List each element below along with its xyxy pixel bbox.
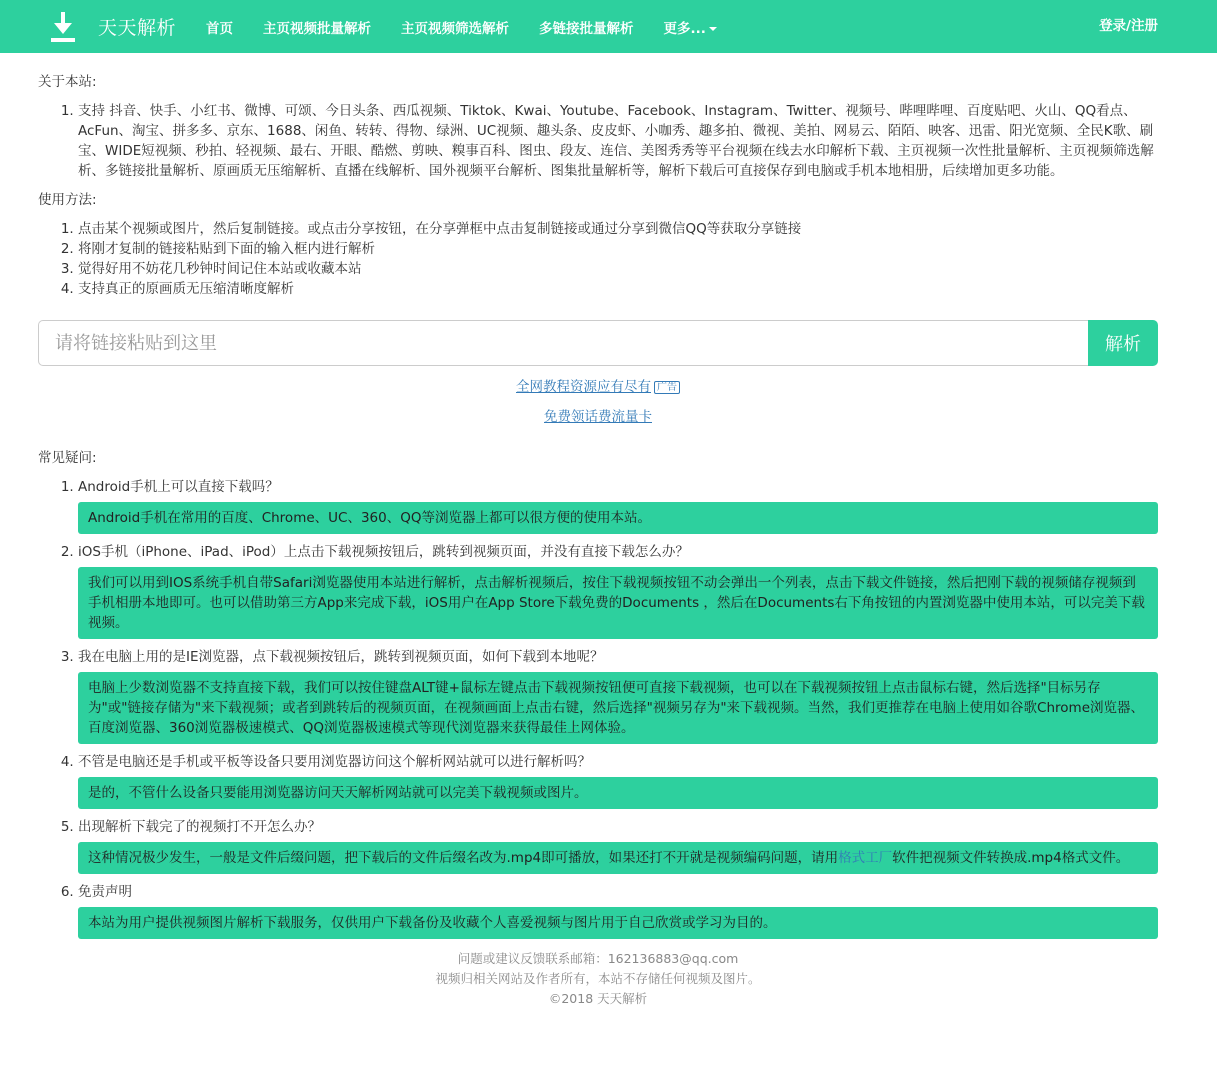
faq-answer: 本站为用户提供视频图片解析下载服务，仅供用户下载备份及收藏个人喜爱视频与图片用于自己欣赏或学习为目的。 [78,907,1158,939]
usage-item: 3. 觉得好用不妨花几秒钟时间记住本站或收藏本站 [78,259,1158,279]
nav-more-label: 更多... [663,20,706,37]
parse-button[interactable]: 解析 [1088,320,1158,366]
brand-name: 天天解析 [98,17,177,39]
faq-item [78,542,1158,639]
faq-answer-text: 这种情况极少发生，一般是文件后缀问题，把下载后的文件后缀名改为.mp4即可播放，如果还打不开就是视频编码问题，请用 [88,850,839,866]
faq-title: 常见疑问: [38,450,97,466]
download-icon [50,11,76,43]
format-factory-link[interactable]: 格式工厂 [838,850,893,866]
faq-answer: 是的，不管什么设备只要能用浏览器访问天天解析网站就可以完美下载视频或图片。 [78,777,1158,809]
faq-item [78,647,1158,744]
faq-answer-text: 软件把视频文件转换成.mp4格式文件。 [892,850,1130,866]
usage-title: 使用方法: [38,192,97,208]
usage-list [38,219,1158,299]
faq-list [38,477,1158,939]
faq-question: 1. Android手机上可以直接下载吗？ [78,479,279,495]
faq-answer: 我们可以用到IOS系统手机自带Safari浏览器使用本站进行解析，点击解析视频后，按住下载视频按钮不动会弹出一个列表，点击下载文件链接，然后把刚下载的视频储存视频到手机相册本地即可。也可以借助第三方App来完成下载，iOS用户在App Store下载免费的Documents ，然后在Documents右下角按钮的内置浏览器中使用本站，可以完美下载视频。 [78,567,1158,639]
nav-item-multilink-batch[interactable]: 多链接批量解析 [539,20,634,37]
search-bar [38,320,1158,366]
faq-question: 6. 免责声明 [78,884,132,900]
usage-item: 2. 将刚才复制的链接粘贴到下面的输入框内进行解析 [78,239,1158,259]
brand[interactable] [50,0,176,53]
faq-item [78,817,1158,874]
nav-item-homepage-batch[interactable]: 主页视频批量解析 [263,20,372,37]
nav-item-homepage-filter[interactable]: 主页视频筛选解析 [401,20,510,37]
ad-badge: 广告 [654,381,680,394]
faq-answer: Android手机在常用的百度、Chrome、UC、360、QQ等浏览器上都可以很方便的使用本站。 [78,502,1158,534]
faq-answer [78,842,1158,874]
ad-link-free-sim[interactable]: 免费领话费流量卡 [544,409,652,425]
nav-item-home[interactable]: 首页 [206,20,234,37]
faq-item [78,477,1158,534]
usage-item: 1. 点击某个视频或图片，然后复制链接。或点击分享按钮，在分享弹框中点击复制链接或通过分享到微信QQ等获取分享链接 [78,219,1158,239]
about-list [38,101,1158,181]
ad-line [38,378,1158,396]
faq-question: 2. iOS手机（iPhone、iPad、iPod）上点击下载视频按钮后，跳转到视频页面，并没有直接下载怎么办？ [78,544,689,560]
card-line [38,408,1158,426]
footer [38,949,1158,1009]
nav-menu [206,0,747,53]
faq-question: 5. 出现解析下载完了的视频打不开怎么办？ [78,819,321,835]
footer-contact: 问题或建议反馈联系邮箱：162136883@qq.com [457,951,739,966]
about-title: 关于本站: [38,74,97,90]
footer-disclaimer: 视频归相关网站及作者所有，本站不存储任何视频及图片。 [435,971,761,986]
faq-item [78,882,1158,939]
login-register-link[interactable]: 登录/注册 [1099,18,1158,34]
footer-copyright: ©2018 天天解析 [548,991,648,1006]
about-item: 1. 支持 抖音、快手、小红书、微博、可颂、今日头条、西瓜视频、Tiktok、Kwai、Youtube、Facebook、Instagram、Twitter、视频号、哔哩哔哩、百度贴吧、火山、QQ看点、AcFun、淘宝、拼多多、京东、1688、闲鱼、转转、得物、绿洲、UC视频、趣头条、皮皮虾、小咖秀、趣多拍、微视、美拍、网易云、陌陌、映客、迅雷、阳光宽频、全民K歌、刷宝、WIDE短视频、秒拍、轻视频、最右、开眼、酷燃、剪映、糗事百科、图虫、段友、连信、美图秀秀等平台视频在线去水印解析下载、主页视频一次性批量解析、主页视频筛选解析、多链接批量解析、原画质无压缩解析、直播在线解析、国外视频平台解析、图集批量解析等，解析下载后可直接保存到电脑或手机本地相册，后续增加更多功能。 [78,101,1158,181]
faq-item [78,752,1158,809]
faq-answer: 电脑上少数浏览器不支持直接下载，我们可以按住键盘ALT键+鼠标左键点击下载视频按钮便可直接下载视频，也可以在下载视频按钮上点击鼠标右键，然后选择"目标另存为"或"链接存储为"来下载视频；或者到跳转后的视频页面，在视频画面上点击右键，然后选择"视频另存为"来下载视频。当然，我们更推荐在电脑上使用如谷歌Chrome浏览器、百度浏览器、360浏览器极速模式、QQ浏览器极速模式等现代浏览器来获得最佳上网体验。 [78,672,1158,744]
main-content [38,73,1158,1009]
usage-item: 4. 支持真正的原画质无压缩清晰度解析 [78,279,1158,299]
faq-question: 3. 我在电脑上用的是IE浏览器，点下载视频按钮后，跳转到视频页面，如何下载到本地呢？ [78,649,604,665]
ad-link-tutorials[interactable]: 全网教程资源应有尽有 [516,379,651,395]
caret-down-icon [709,27,717,31]
faq-question: 4. 不管是电脑还是手机或平板等设备只要用浏览器访问这个解析网站就可以进行解析吗？ [78,754,591,770]
navbar [0,0,1217,53]
nav-item-more[interactable] [664,17,717,37]
url-input[interactable] [38,320,1088,366]
